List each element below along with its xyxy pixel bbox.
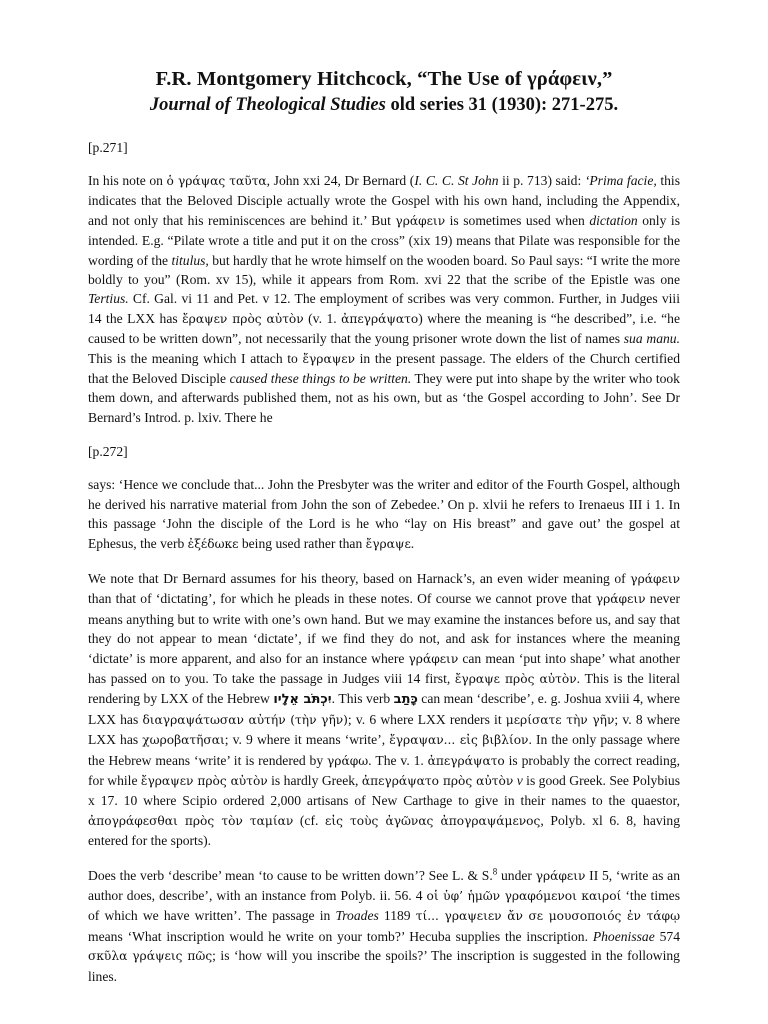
paragraph-3: We note that Dr Bernard assumes for his theory, based on Harnack’s, an even wider meaning of γράφειν than that of ‘dictating’, for which he pleads in these notes. Of course we cannot prove that γράφειν never means anything but to write with one’s own hand. But we may examine the instances before us, and say that they do not appear to mean ‘dictate’, if we find they do not, and ask for instances where the meaning ‘dictate’ is more apparent, and also for an instance where γράφειν can mean ‘put into shape’ what another has passed on to you. To take the passage in Judges viii 14 first, ἔγραψε πρὸς αὐτὸν. This is the literal rendering by LXX of the Hebrew יִכְתֹּב אֵלָיו. This verb כָּתַב can mean ‘describe’, e. g. Joshua xviii 4, where LXX has διαγραψάτωσαν αὐτήν (τὴν γῆν); v. 6 where LXX renders it μερίσατε τὴν γῆν; v. 8 where LXX has χωροβατῆσαι; v. 9 where it means ‘write’, ἔγραψαν... εἰς βιβλίον. In the only passage where the Hebrew means ‘write’ it is rendered by γράφω. The v. 1. ἀπεγράψατο is probably the correct reading, for while ἔγραψεν πρὸς αὐτὸν is hardly Greek, ἀπεγράψατο πρὸς αὐτὸν v is good Greek. See Polybius x 17. 10 where Scipio ordered 2,000 artisans of New Carthage to give in their names to the quaestor, ἀπογράφεσθαι πρὸς τὸν ταμίαν (cf. εἰς τοὺς ἀγῶνας ἀπογραψάμενος, Polyb. xl 6. 8, having entered for the sports).: [88, 570, 681, 849]
document-title: F.R. Montgomery Hitchcock, “The Use of γράφειν,”: [155, 68, 613, 90]
paragraph-4: Does the verb ‘describe’ mean ‘to cause to be written down’? See L. & S.$^8$ under γράφειν II 5, ‘write as an author does, describe’, with an instance from Polyb. ii. 56. 4 οἱ ὑφ’ ἡμῶν γραφόμενοι καιροί ‘the times of which we have written’. The passage in Troades 1189 τί... γραψειεν ἄν σε μουσοποιός ἐν τάφῳ means ‘What inscription would he write on your tomb?’ Hecuba supplies the inscription. Phoenissae 574 σκῦλα γράψεις πῶς; is ‘how will you inscribe the spoils?’ The inscription is suggested in the following lines.: [88, 866, 681, 984]
hebrew-text: יִכְתֹּב אֵלָיו: [273, 692, 332, 708]
hebrew-text: כָּתַב: [393, 692, 418, 708]
page-marker-271: [p.271]: [88, 140, 128, 155]
journal-citation: [88, 92, 680, 118]
journal-volume-pages: old series 31 (1930): 271-275.: [385, 95, 619, 115]
footnote-ref: 8: [492, 866, 498, 877]
paragraph-2: says: ‘Hence we conclude that... John the Presbyter was the writer and editor of the Fourth Gospel, although he derived his narrative material from John the son of Zebedee.’ On p. xlvii he refers to Irenaeus III i 1. In this passage ‘John the disciple of the Lord is he who “lay on His breast” and gave out’ the gospel at Ephesus, the verb ἐξέδωκε being used rather than ἔγραψε.: [88, 477, 680, 551]
journal-name: Journal of Theological Studies: [149, 95, 386, 115]
page-marker-272: [p.272]: [88, 444, 128, 460]
paragraph-1: In his note on ὁ γράψας ταῦτα, John xxi 24, Dr Bernard (I. C. C. St John ii p. 713) said: ‘Prima facie, this indicates that the Beloved Disciple actually wrote the Gospel with his own hand, including the Appendix, and not only that his reminiscences are behind it.’ But γράφειν is sometimes used when dictation only is intended. E.g. “Pilate wrote a title and put it on the cross” (xix 19) means that Pilate was responsible for the wording of the titulus, but hardly that he wrote himself on the wooden board. So Paul says: “I write the more boldly to you” (Rom. xv 15), while it appears from Rom. xvi 22 that the scribe of the Epistle was one Tertius. Cf. Gal. vi 11 and Pet. v 12. The employment of scribes was very common. Further, in Judges viii 14 the LXX has ἔραψεν πρὸς αὐτὸν (v. 1. ἀπεγράψατο) where the meaning is “he described”, i.e. “he caused to be written down”, not necessarily that the young prisoner wrote down the list of names sua manu. This is the meaning which I attach to ἔγραψεν in the present passage. The elders of the Church certified that the Beloved Disciple caused these things to be written. They were put into shape by the writer who took them down, and afterwards published them, not as his own, but as ‘the Gospel according to John’. See Dr Bernard’s Introd. p. lxiv. There he: [88, 173, 681, 425]
